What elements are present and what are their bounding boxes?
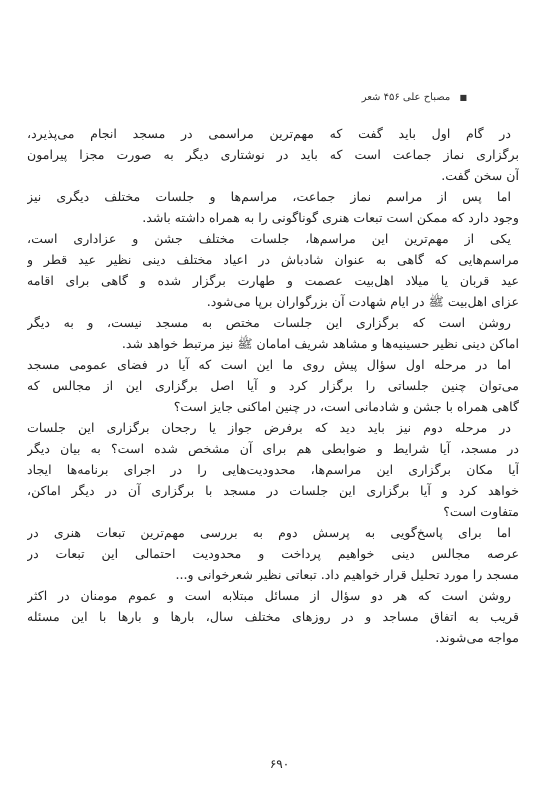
text-line: عزای اهل‌بیت ﷺ در ایام شهادت آن بزرگواران برپا می‌شود.	[206, 294, 519, 309]
text-line: در مرحله دوم نیز باید دید که برفرض جواز یا رجحان برگزاری این جلسات	[27, 420, 511, 435]
text-line: آن سخن گفت.	[441, 168, 519, 183]
text-line: روشن است که برگزاری این جلسات مختص به مسجد نیست، و به دیگر	[27, 315, 511, 330]
body-text	[27, 123, 519, 648]
text-line: اما در مرحله اول سؤال پیش روی ما این است که آیا در فضای عمومی مسجد	[27, 357, 511, 372]
text-line: روشن است که هر دو سؤال از مسائل مبتلابه است و عموم مومنان در اکثر	[27, 588, 511, 603]
text-line: یکی از مهم‌ترین این مراسم‌ها، جلسات مختلف جشن و عزاداری است،	[27, 231, 511, 246]
running-header	[60, 92, 467, 103]
text-line: عرصه مجالس دینی خواهیم پرداخت و محدودیت احتمالی این تبعات در	[27, 546, 519, 561]
text-line: مسجد را مورد تحلیل قرار خواهیم داد. تبعاتی نظیر شعرخوانی و...	[175, 567, 519, 582]
text-line: می‌توان چنین جلساتی را برگزار کرد و آیا اصل برگزاری این از مجالس که	[27, 378, 519, 393]
text-line: مواجه می‌شوند.	[435, 630, 519, 645]
text-line: عید قربان یا میلاد اهل‌بیت عصمت و طهارت برگزار شده و گاهی برای اقامه	[27, 273, 519, 288]
text-line: گاهی همراه با جشن و شادمانی است، در چنین اماکنی جایز است؟	[173, 399, 519, 414]
text-line: آیا مکان برگزاری این مراسم‌ها، محدودیت‌هایی را در اجرای برنامه‌ها ایجاد	[27, 462, 519, 477]
text-line: اماکن دینی نظیر حسینیه‌ها و مشاهد شریف امامان ﷺ نیز مرتبط خواهد شد.	[121, 336, 519, 351]
text-line: در گام اول باید گفت که مهم‌ترین مراسمی در مسجد انجام می‌پذیرد،	[27, 126, 511, 141]
header-title: مصباح علی ۴۵۶ شعر	[361, 92, 451, 103]
text-line: اما پس از مراسم نماز جماعت، مراسم‌ها و جلسات مختلف دیگری نیز	[27, 189, 511, 204]
text-line: در مسجد، آیا شرایط و ضوابطی هم برای آن مشخص شده است؟ به بیان دیگر	[27, 441, 519, 456]
text-line: برگزاری نماز جماعت است که باید در نوشتاری دیگر به صورت مجزا پیرامون	[27, 147, 519, 162]
text-line: مراسم‌هایی که گاهی به عنوان شادباش در اعیاد مختلف دینی نظیر عید قطر و	[27, 252, 519, 267]
text-line: وجود دارد که ممکن است تبعات هنری گوناگونی را به همراه داشته باشد.	[142, 210, 519, 225]
header-square-icon: ■	[459, 93, 467, 102]
page-number: ۶۹۰	[269, 757, 290, 771]
text-line: خواهد کرد و آیا برگزاری این جلسات در مسجد با برگزاری آن در دیگر اماکن،	[27, 483, 519, 498]
text-line: اما برای پاسخ‌گویی به پرسش دوم به بررسی مهم‌ترین تبعات هنری در	[27, 525, 511, 540]
text-line: متفاوت است؟	[443, 504, 519, 519]
text-line: قریب به اتفاق مساجد و در روزهای مختلف سال، بارها و بارها با این مسئله	[27, 609, 519, 624]
